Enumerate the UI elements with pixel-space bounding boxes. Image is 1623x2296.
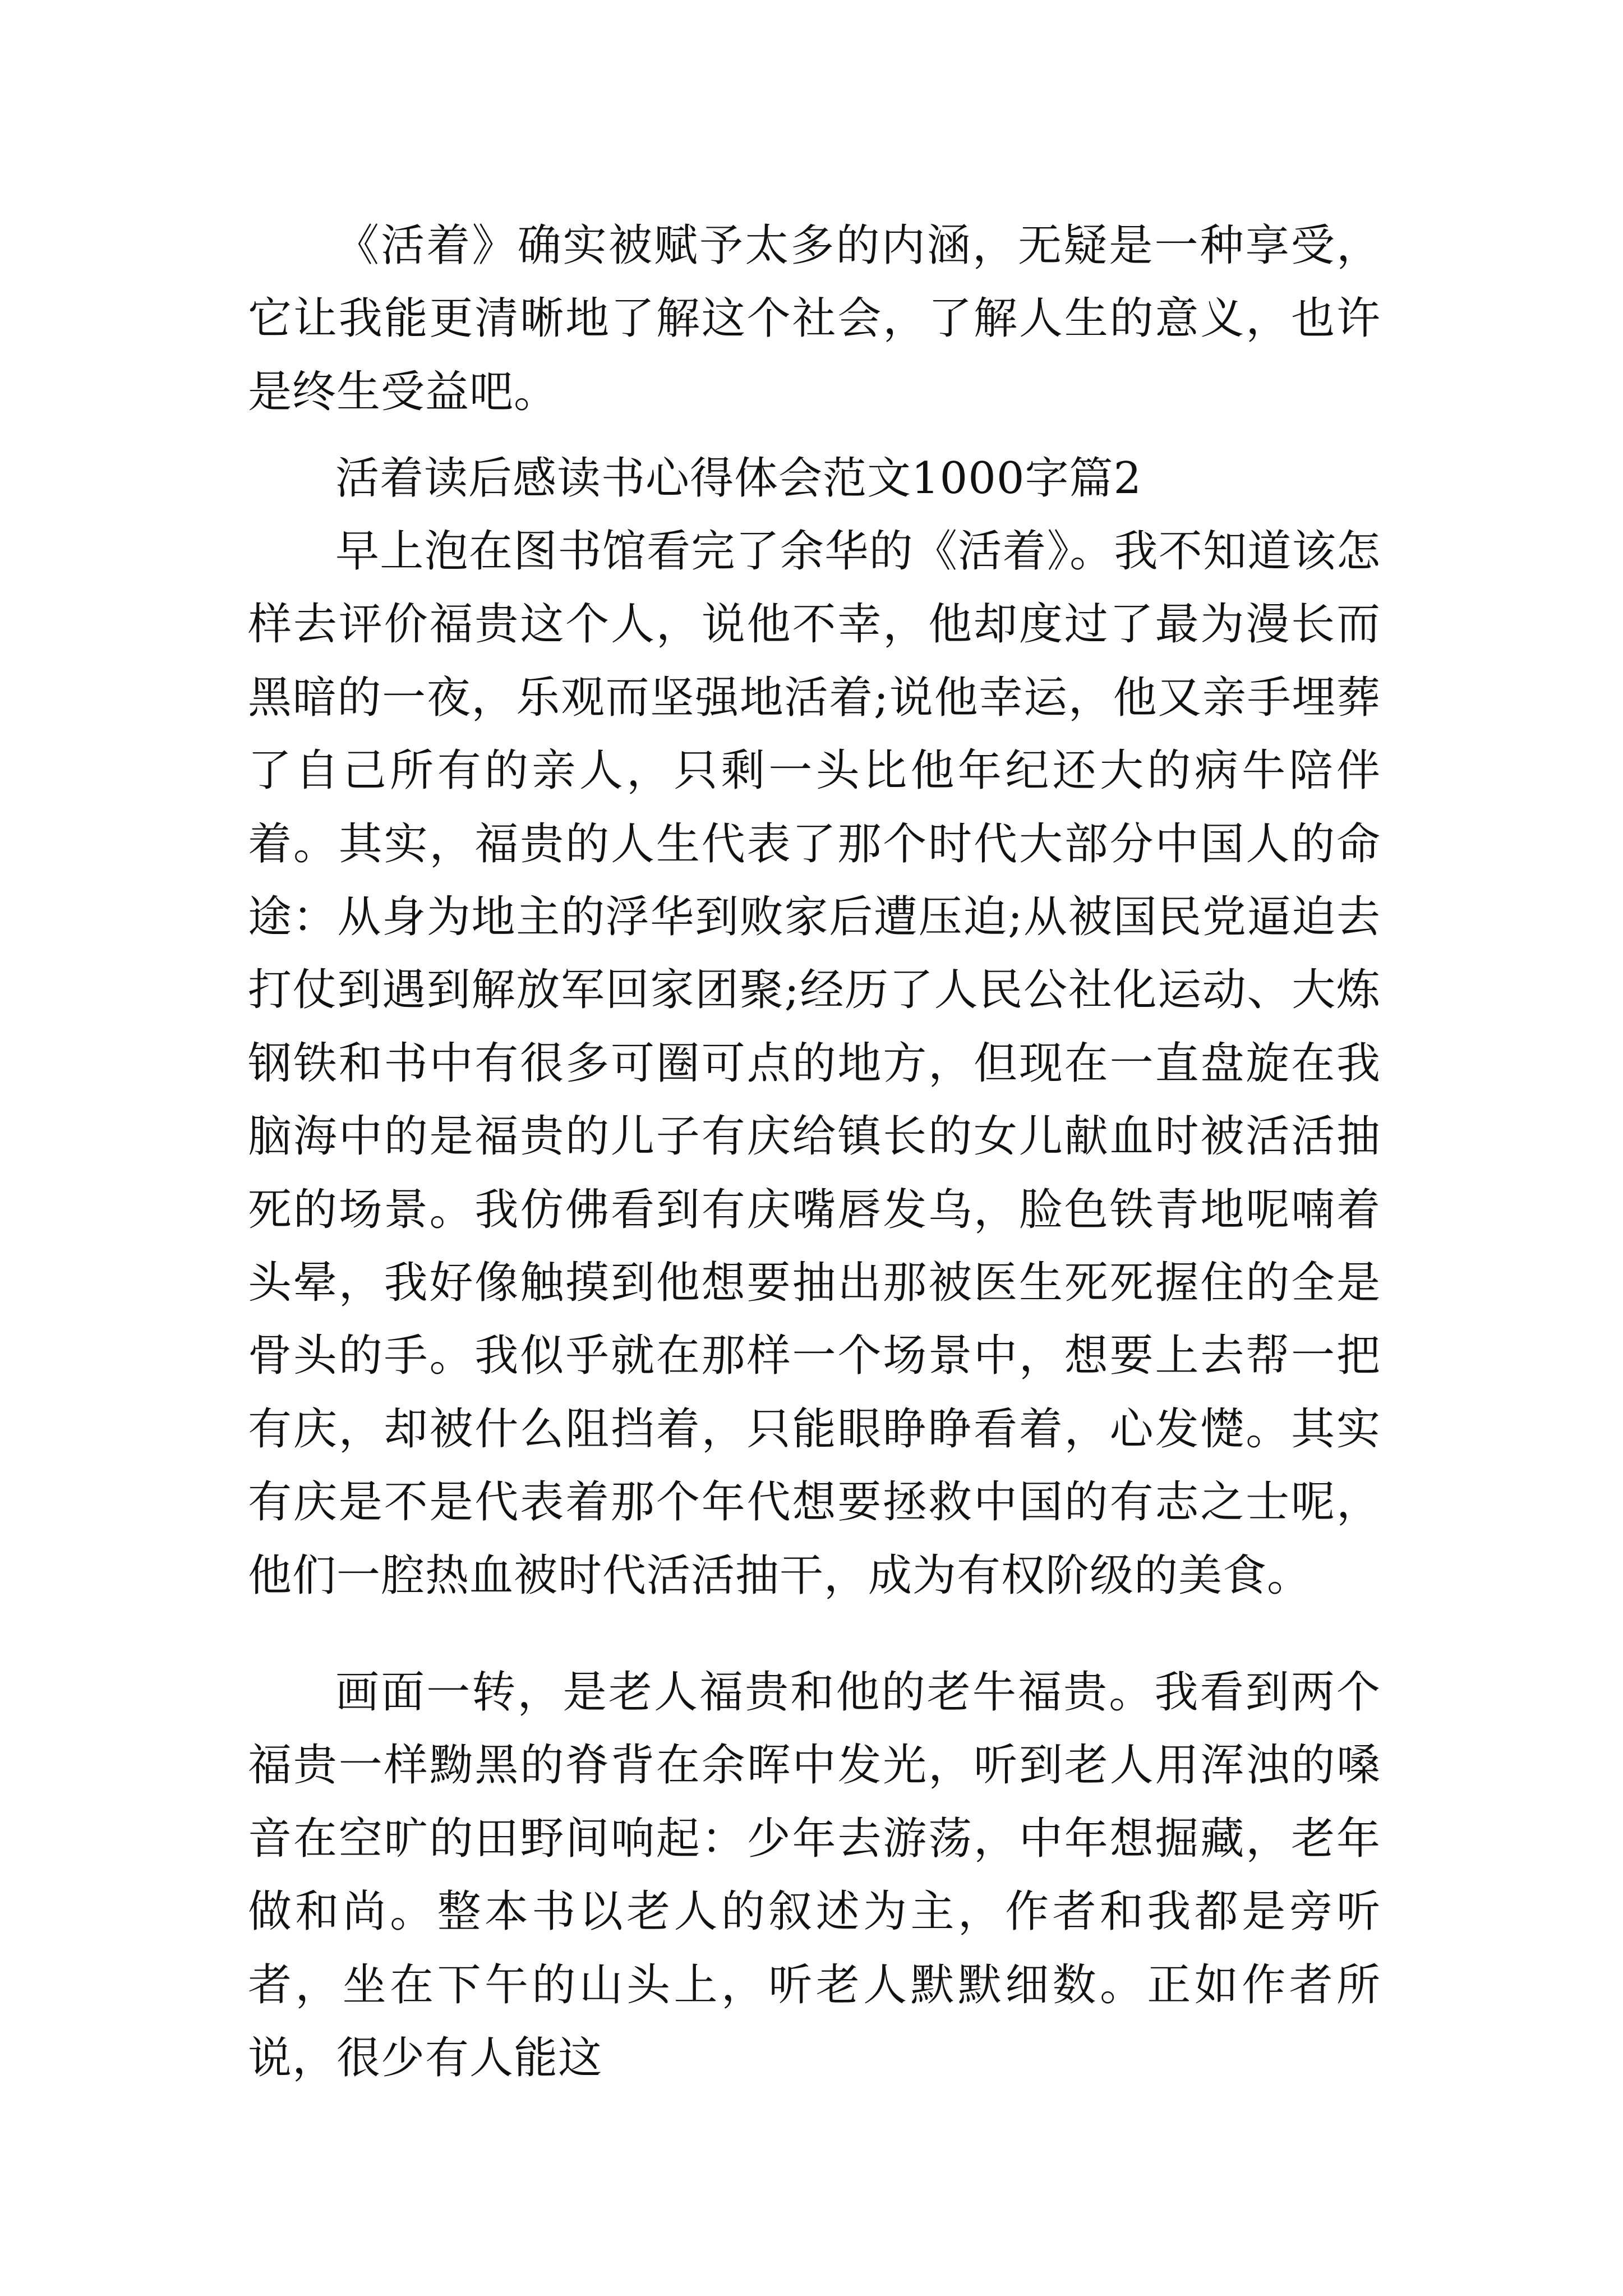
section-heading: 活着读后感读书心得体会范文1000字篇2 bbox=[335, 453, 1142, 504]
paragraph-body-2: 画面一转，是老人福贵和他的老牛福贵。我看到两个福贵一样黝黑的脊背在余晖中发光，听到老人用浑浊的嗓音在空旷的田野间响起：少年去游荡，中年想掘藏，老年做和尚。整本书以老人的叙述为主，作者和我都是旁听者，坐在下午的山头上，听老人默默细数。正如作者所说，很少有人能这 bbox=[248, 1667, 1381, 2084]
paragraph-conclusion: 《活着》确实被赋予太多的内涵，无疑是一种享受，它让我能更清晰地了解这个社会，了解人生的意义，也许是终生受益吧。 bbox=[248, 220, 1381, 417]
paragraph-body-1: 早上泡在图书馆看完了余华的《活着》。我不知道该怎样去评价福贵这个人，说他不幸，他却度过了最为漫长而黑暗的一夜，乐观而坚强地活着;说他幸运，他又亲手埋葬了自己所有的亲人，只剩一头比他年纪还大的病牛陪伴着。其实，福贵的人生代表了那个时代大部分中国人的命途：从身为地主的浮华到败家后遭压迫;从被国民党逼迫去打仗到遇到解放军回家团聚;经历了人民公社化运动、大炼钢铁和书中有很多可圈可点的地方，但现在一直盘旋在我脑海中的是福贵的儿子有庆给镇长的女儿献血时被活活抽死的场景。我仿佛看到有庆嘴唇发乌，脸色铁青地呢喃着头晕，我好像触摸到他想要抽出那被医生死死握住的全是骨头的手。我似乎就在那样一个场景中，想要上去帮一把有庆，却被什么阻挡着，只能眼睁睁看着，心发憷。其实有庆是不是代表着那个年代想要拯救中国的有志之士呢，他们一腔热血被时代活活抽干，成为有权阶级的美食。 bbox=[248, 526, 1381, 1601]
